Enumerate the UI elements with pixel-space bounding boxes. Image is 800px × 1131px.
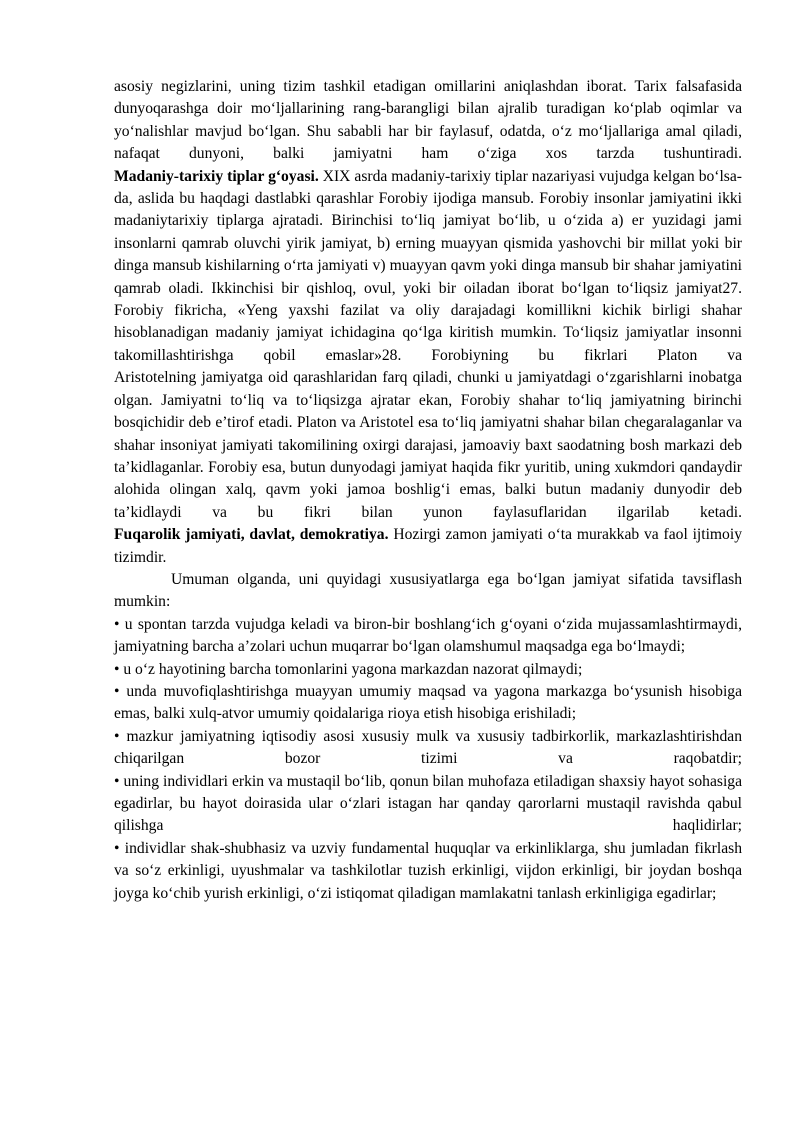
paragraph-cultural-types [114, 166, 742, 368]
section-heading: Fuqarolik jamiyati, davlat, demokratiya. [114, 526, 389, 544]
bullet-item [114, 726, 742, 771]
paragraph-intro [114, 76, 742, 166]
bullet-item [114, 771, 742, 838]
paragraph-text: Umuman olganda, uni quyidagi xususiyatlarga ega bo‘lgan jamiyat sifatida tavsiflash mumkin: [114, 570, 742, 611]
paragraph-civil-society [114, 524, 742, 569]
paragraph-text: Aristotelning jamiyatga oid qarashlaridan farq qiladi, chunki u jamiyatdagi o‘zgarishlarni inobatga olgan. Jamiyatni to‘liq va to‘liqsizga ajratar ekan, Forobiy shahar to‘liq jamiyatning birinchi bosqichidir deb e’tirof etadi. Platon va Aristotel esa to‘liq jamiyatni shahar bilan chegaralaganlar va shahar insoniyat jamiyati takomilining oxirgi darajasi, jamoaviy baxt saodatning bosh markazi deb ta’kidlaganlar. Forobiy esa, butun dunyodagi jamiyat haqida fikr yuritib, uning xukmdori qandaydir alohida olingan xalq, qavm yoki jamoa boshlig‘i emas, balki butun madaniy dunyodir deb ta’kidlaydi va bu fikri bilan yunon faylasuflaridan ilgarilab ketadi. [114, 369, 742, 521]
bullet-item [114, 681, 742, 726]
paragraph-text: • individlar shak-shubhasiz va uzviy fundamental huquqlar va erkinliklarga, shu jumladan fikrlash va so‘z erkinligi, uyushmalar va tashkilotlar tuzish erkinligi, vijdon erkinligi, bir joydan boshqa joyga ko‘chib yurish erkinligi, o‘zi istiqomat qiladigan mamlakatni tanlash erkinligiga egadirlar; [114, 839, 742, 902]
paragraph-text: asosiy negizlarini, uning tizim tashkil etadigan omillarini aniqlashdan iborat. Tarix falsafasida dunyoqarashga doir mo‘ljallarining rang-barangligi bilan ajralib turadigan ko‘plab oqimlar va yo‘nalishlar mavjud bo‘lgan. Shu sababli har bir faylasuf, odatda, o‘z mo‘ljallariga amal qiladi, nafaqat dunyoni, balki jamiyatni ham o‘ziga xos tarzda tushuntiradi. [114, 78, 742, 163]
paragraph-text: Hozirgi zamon jamiyati o‘ta murakkab va faol ijtimoiy tizimdir. [114, 526, 742, 566]
paragraph-aristotle [114, 367, 742, 524]
paragraph-text: • uning individlari erkin va mustaqil bo‘lib, qonun bilan muhofaza etiladigan shaxsiy hayot sohasiga egadirlar, bu hayot doirasida ular o‘zlari istagan har qanday qarorlarni mustaqil ravishda qabul qilishga haqlidirlar; [114, 772, 742, 835]
paragraph-overview [114, 569, 742, 614]
bullet-item [114, 614, 742, 659]
bullet-item [114, 659, 742, 681]
document-page [114, 76, 742, 905]
paragraph-text: • u o‘z hayotining barcha tomonlarini yagona markazdan nazorat qilmaydi; [114, 660, 583, 678]
section-heading: Madaniy-tarixiy tiplar g‘oyasi. [114, 167, 319, 185]
paragraph-text: XIX asrda madaniy-tarixiy tiplar nazariyasi vujudga kelgan bo‘lsa-da, aslida bu haqdagi dastlabki qarashlar Forobiy ijodiga mansub. Forobiy insonlar jamiyatini ikki madaniytarixiy tiplarga ajratadi. Birinchisi to‘liq jamiyat bo‘lib, u o‘zida a) er yuzidagi jami insonlarni qamrab oluvchi yirik jamiyat, b) erning muayyan qismida yashovchi bir millat yoki bir dinga mansub kishilarning o‘rta jamiyati v) muayyan qavm yoki dinga mansub bir shahar jamiyatini qamrab oladi. Ikkinchisi bir qishloq, ovul, yoki bir oiladan iborat bo‘lgan to‘liqsiz jamiyat27. Forobiy fikricha, «Yeng yaxshi fazilat va oliy darajadagi komillikni kichik birligi shahar hisoblanadigan madaniy jamiyat ichidagina qo‘lga kiritish mumkin. To‘liqsiz jamiyatlar insonni takomillashtirishga qobil emaslar»28. Forobiyning bu fikrlari Platon va [114, 167, 742, 364]
paragraph-text: • mazkur jamiyatning iqtisodiy asosi xususiy mulk va xususiy tadbirkorlik, markazlashtirishdan chiqarilgan bozor tizimi va raqobatdir; [114, 727, 742, 768]
paragraph-text: • unda muvofiqlashtirishga muayyan umumiy maqsad va yagona markazga bo‘ysunish hisobiga emas, balki xulq-atvor umumiy qoidalariga rioya etish hisobiga erishiladi; [114, 682, 742, 723]
bullet-item [114, 838, 742, 905]
paragraph-text: • u spontan tarzda vujudga keladi va biron-bir boshlang‘ich g‘oyani o‘zida mujassamlashtirmaydi, jamiyatning barcha a’zolari uchun muqarrar bo‘lgan olamshumul maqsadga ega bo‘lmaydi; [114, 615, 742, 656]
